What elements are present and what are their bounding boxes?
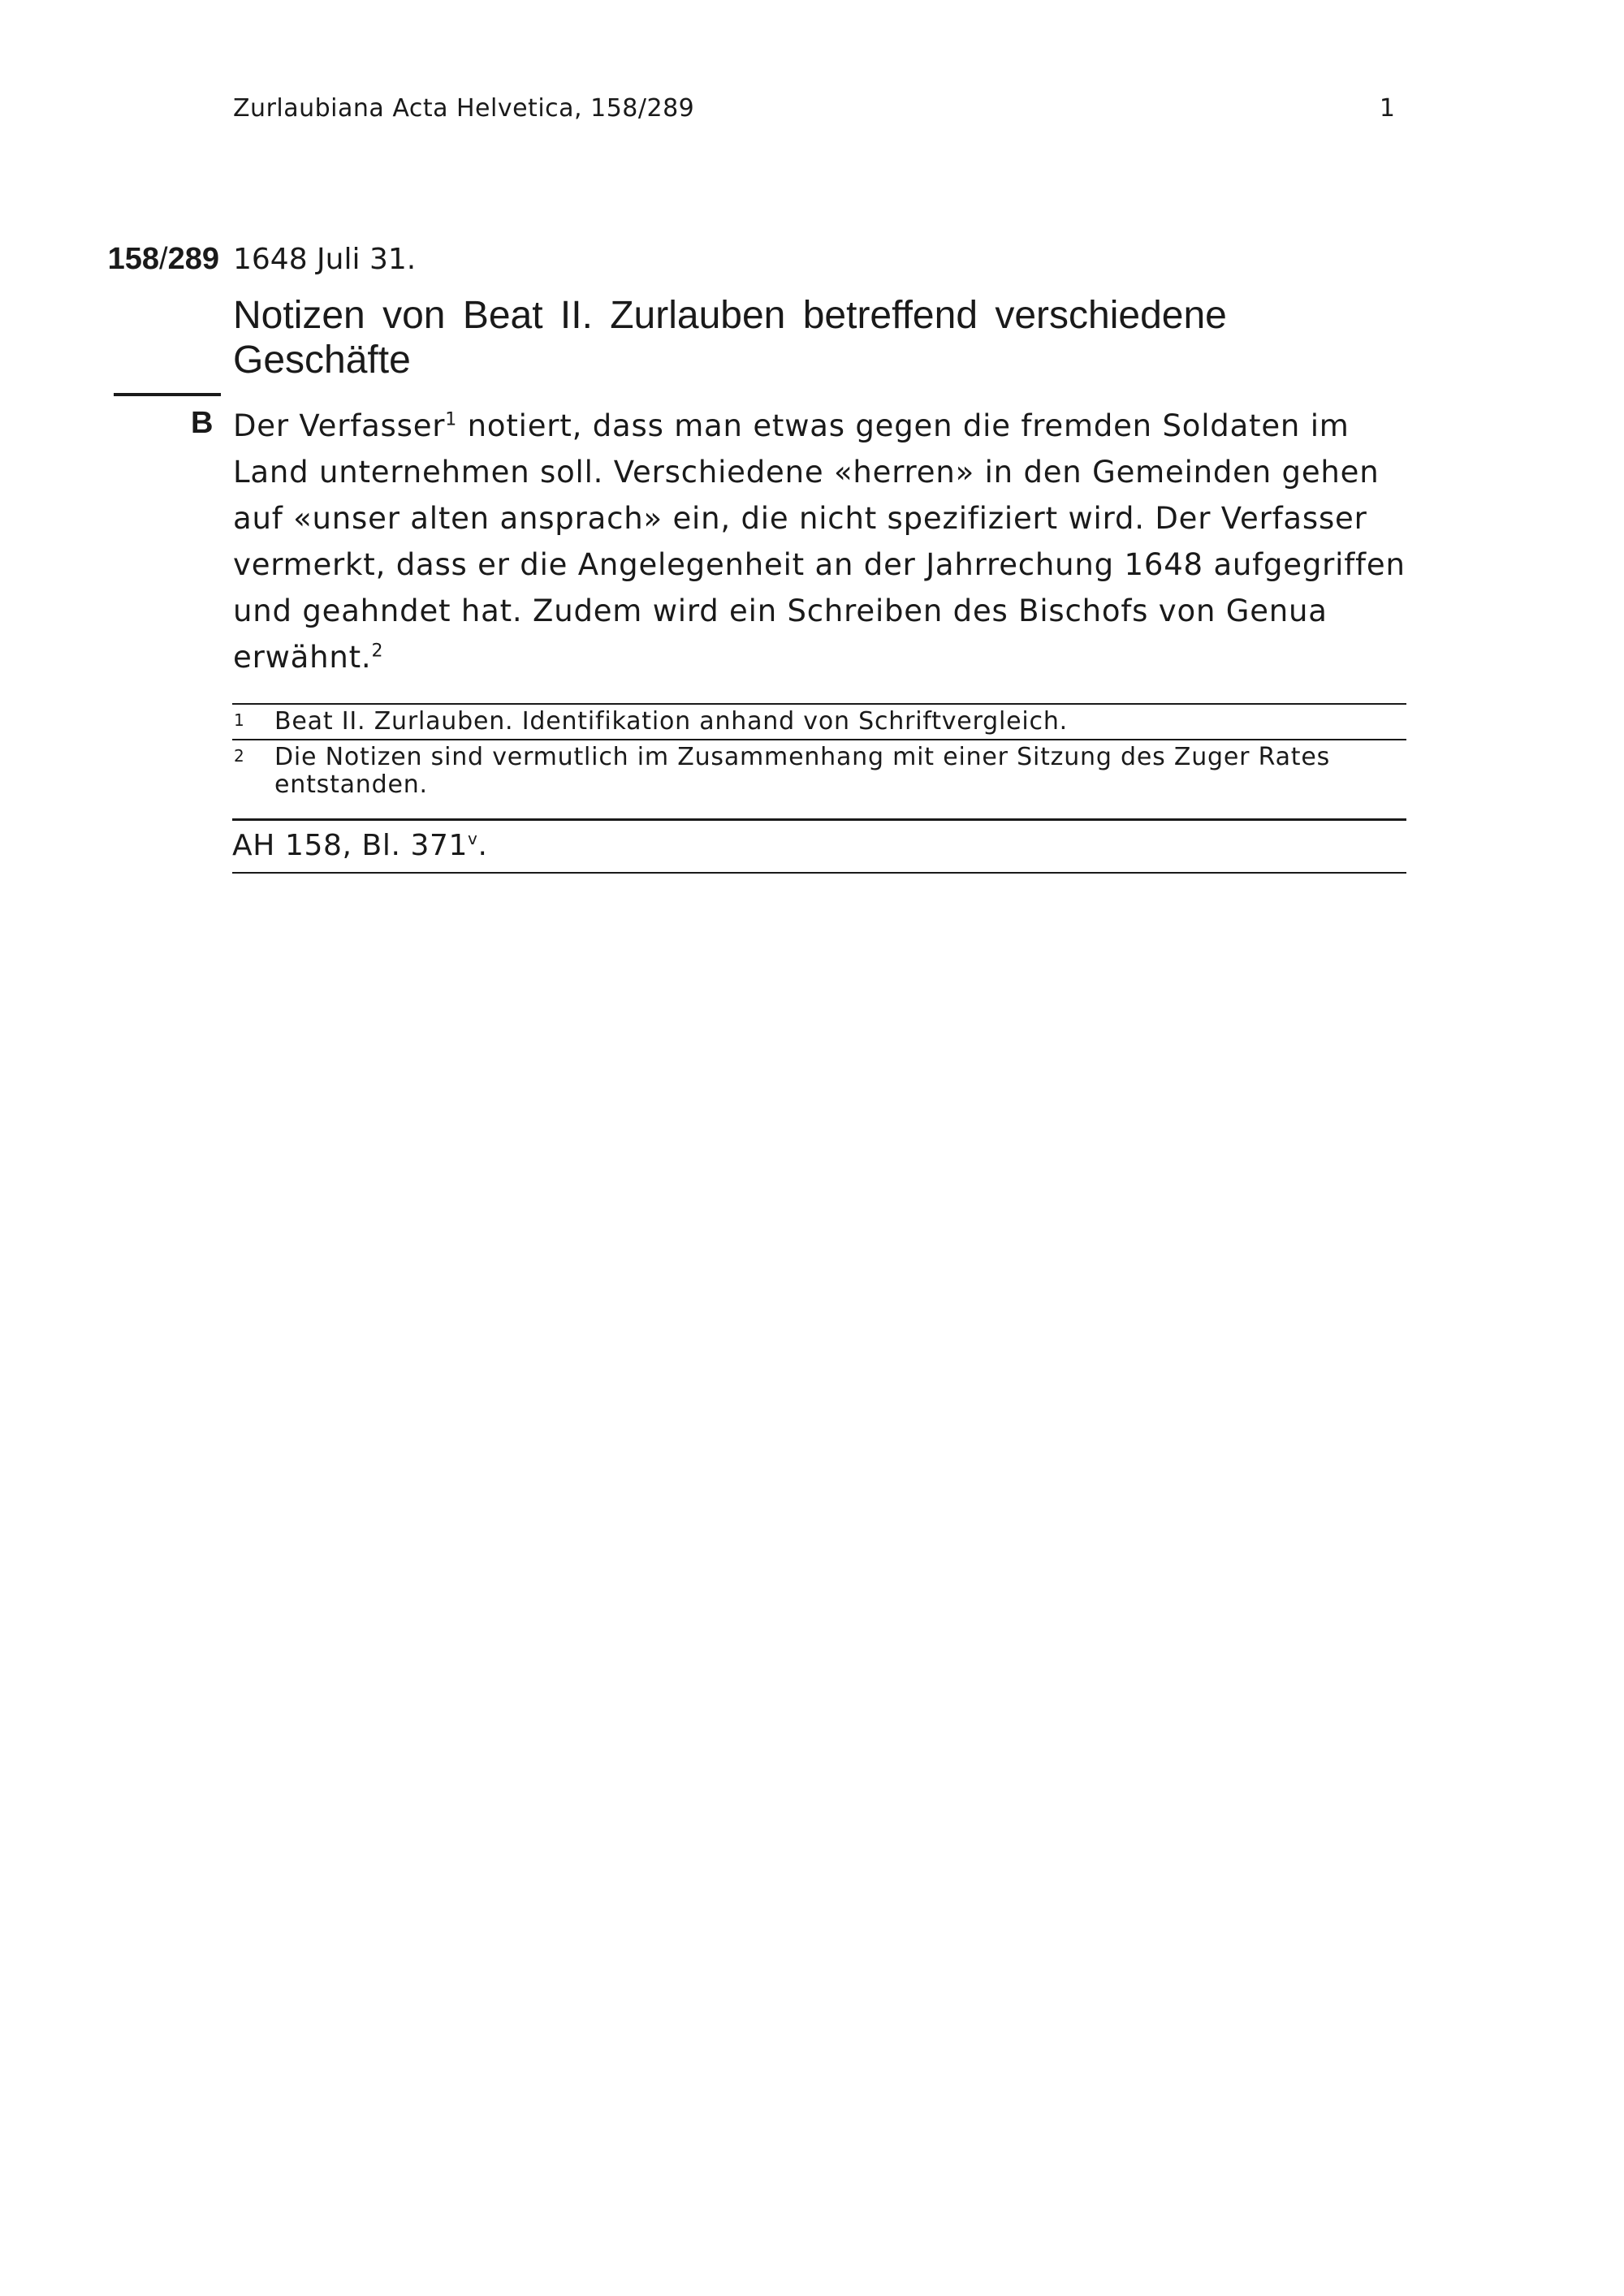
footnote-text: Beat II. Zurlauben. Identifikation anhand von Schriftvergleich. bbox=[274, 707, 1068, 736]
summary-paragraph bbox=[233, 403, 1410, 680]
footnote-ref-1: 1 bbox=[445, 409, 458, 430]
footnote-mark: 1 bbox=[234, 710, 245, 730]
source-text: AH 158, Bl. 371 bbox=[232, 829, 469, 862]
document-title: Notizen von Beat II. Zurlauben betreffend verschiedene Geschäfte bbox=[233, 294, 1227, 382]
footnote-1 bbox=[232, 703, 1406, 739]
document-number bbox=[89, 242, 219, 277]
source-suffix: . bbox=[477, 829, 488, 862]
source-reference bbox=[232, 818, 1406, 874]
footnote-text: Die Notizen sind vermutlich im Zusammenhang mit einer Sitzung des Zuger Rates entstanden. bbox=[274, 743, 1331, 799]
running-title: Zurlaubiana Acta Helvetica, 158/289 bbox=[233, 94, 695, 123]
footnotes bbox=[232, 703, 1406, 802]
document-number-main: 158 bbox=[107, 242, 160, 276]
footnote-ref-2: 2 bbox=[371, 641, 384, 662]
document-number-sub: 289 bbox=[167, 242, 219, 276]
margin-rule bbox=[114, 393, 221, 396]
source-superscript: v bbox=[468, 829, 478, 848]
section-marker: B bbox=[191, 406, 214, 440]
summary-text bbox=[233, 403, 1410, 680]
footnote-mark: 2 bbox=[234, 746, 245, 766]
footnote-2 bbox=[232, 739, 1406, 802]
document-date: 1648 Juli 31. bbox=[233, 243, 417, 276]
summary-part-2: notiert, dass man etwas gegen die fremden Soldaten im Land unternehmen soll. Verschiedene «herren» in den Gemeinden gehen auf «unser alten ansprach» ein, die nicht spezifiziert wird. Der Verfasser vermerkt, dass er die Angelegenheit an der Jahrrechung 1648 aufgegriffen und geahndet hat. Zudem wird ein Schreiben des Bischofs von Genua erwähnt. bbox=[233, 408, 1406, 675]
summary-part-1: Der Verfasser bbox=[233, 408, 446, 443]
document-number-separator: / bbox=[159, 242, 168, 276]
page-number: 1 bbox=[1379, 94, 1395, 123]
